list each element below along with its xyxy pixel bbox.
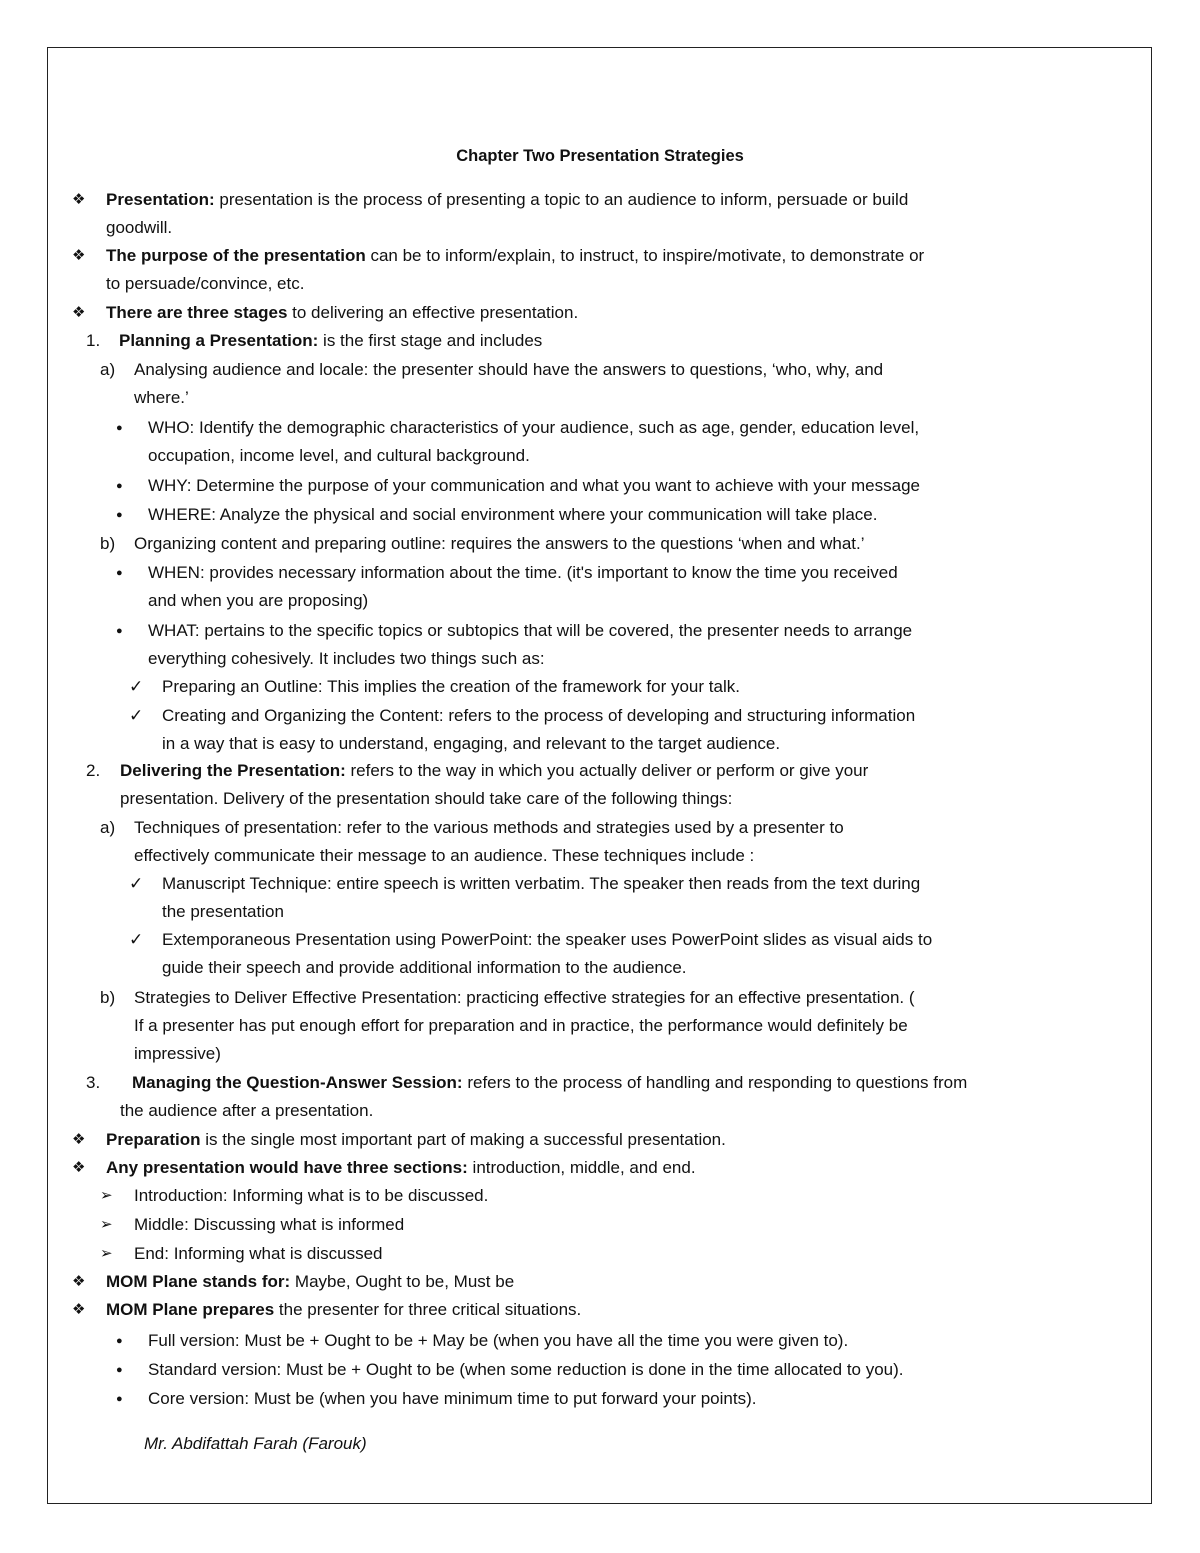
stage-2-number: 2. [86, 761, 101, 780]
diamond-bullet-icon: ❖ [72, 1301, 86, 1318]
diamond-bullet-icon: ❖ [72, 1131, 86, 1148]
round-bullet-icon: ● [116, 625, 123, 637]
item-1a-marker: a) [100, 360, 116, 379]
what-item: WHAT: pertains to the specific topics or subtopics that will be covered, the presenter needs to arrange [148, 621, 913, 640]
stage-1-heading [119, 327, 542, 355]
stage-2-text: refers to the way in which you actually deliver or perform or give your [345, 761, 869, 780]
preparation-text: is the single most important part of making a successful presentation. [200, 1130, 726, 1149]
stage-3-number: 3. [86, 1073, 101, 1092]
mom-plane-definition [106, 1268, 514, 1296]
manuscript-item: Manuscript Technique: entire speech is written verbatim. The speaker then reads from the text during [162, 874, 921, 893]
item-1a-cont: where.’ [134, 388, 189, 407]
extemporaneous-item: Extemporaneous Presentation using PowerPoint: the speaker uses PowerPoint slides as visual aids to [162, 930, 933, 949]
sections-term: Any presentation would have three sections: [106, 1158, 468, 1177]
stage-2-cont: presentation. Delivery of the presentation should take care of the following things: [120, 789, 733, 808]
author-signature: Mr. Abdifattah Farah (Farouk) [144, 1434, 367, 1453]
outline-item: Preparing an Outline: This implies the creation of the framework for your talk. [162, 677, 740, 696]
stage-1-term: Planning a Presentation: [119, 331, 319, 350]
checkmark-icon: ✓ [129, 706, 144, 725]
mom-plane-term: MOM Plane stands for: [106, 1272, 291, 1291]
arrow-bullet-icon: ➢ [100, 1187, 113, 1204]
stages-text: to delivering an effective presentation. [287, 303, 579, 322]
purpose-text: can be to inform/explain, to instruct, to inspire/motivate, to demonstrate or [365, 246, 925, 265]
who-item: WHO: Identify the demographic characteristics of your audience, such as age, gender, education level, [148, 418, 920, 437]
round-bullet-icon: ● [116, 1364, 123, 1376]
diamond-bullet-icon: ❖ [72, 1273, 86, 1290]
sections-paragraph [106, 1154, 696, 1182]
item-2a-cont: effectively communicate their message to an audience. These techniques include : [134, 846, 755, 865]
diamond-bullet-icon: ❖ [72, 304, 86, 321]
diamond-bullet-icon: ❖ [72, 247, 86, 264]
mom-prepares-term: MOM Plane prepares [106, 1300, 275, 1319]
round-bullet-icon: ● [116, 1393, 123, 1405]
item-1a-text: Analysing audience and locale: the presenter should have the answers to questions, ‘who, why, and [134, 360, 884, 379]
presentation-text: presentation is the process of presenting a topic to an audience to inform, persuade or build [214, 190, 909, 209]
sections-text: introduction, middle, and end. [467, 1158, 696, 1177]
stage-3-heading [132, 1069, 967, 1097]
stage-1-number: 1. [86, 331, 101, 350]
manuscript-item-cont: the presentation [162, 902, 284, 921]
diamond-bullet-icon: ❖ [72, 1159, 86, 1176]
preparation-term: Preparation [106, 1130, 201, 1149]
what-item-cont: everything cohesively. It includes two things such as: [148, 649, 545, 668]
end-item: End: Informing what is discussed [134, 1244, 383, 1263]
item-1b-text: Organizing content and preparing outline: requires the answers to the questions ‘when and what.’ [134, 534, 865, 553]
mom-plane-text: Maybe, Ought to be, Must be [290, 1272, 515, 1291]
item-2b-cont-1: If a presenter has put enough effort for preparation and in practice, the performance would definitely be [134, 1016, 908, 1035]
preparation-paragraph [106, 1126, 726, 1154]
when-item-cont: and when you are proposing) [148, 591, 369, 610]
round-bullet-icon: ● [116, 1335, 123, 1347]
checkmark-icon: ✓ [129, 677, 144, 696]
stages-paragraph [106, 299, 578, 327]
item-2a-marker: a) [100, 818, 116, 837]
stage-3-term: Managing the Question-Answer Session: [132, 1073, 463, 1092]
when-item: WHEN: provides necessary information about the time. (it's important to know the time you received [148, 563, 898, 582]
item-1b-marker: b) [100, 534, 116, 553]
item-2b-text: Strategies to Deliver Effective Presentation: practicing effective strategies for an effective presentation. ( [134, 988, 915, 1007]
presentation-term: Presentation: [106, 190, 215, 209]
arrow-bullet-icon: ➢ [100, 1216, 113, 1233]
purpose-term: The purpose of the presentation [106, 246, 366, 265]
purpose-paragraph-cont: to persuade/convince, etc. [106, 274, 305, 293]
item-2a-text: Techniques of presentation: refer to the various methods and strategies used by a presenter to [134, 818, 844, 837]
content-item: Creating and Organizing the Content: refers to the process of developing and structuring information [162, 706, 916, 725]
why-item: WHY: Determine the purpose of your communication and what you want to achieve with your message [148, 476, 920, 495]
checkmark-icon: ✓ [129, 874, 144, 893]
standard-version-item: Standard version: Must be + Ought to be (when some reduction is done in the time allocated to you). [148, 1360, 904, 1379]
arrow-bullet-icon: ➢ [100, 1245, 113, 1262]
diamond-bullet-icon: ❖ [72, 191, 86, 208]
presentation-definition-cont: goodwill. [106, 218, 173, 237]
mom-prepares-text: the presenter for three critical situations. [274, 1300, 582, 1319]
content-item-cont: in a way that is easy to understand, engaging, and relevant to the target audience. [162, 734, 781, 753]
purpose-paragraph [106, 242, 924, 270]
presentation-definition [106, 186, 908, 214]
full-version-item: Full version: Must be + Ought to be + May be (when you have all the time you were given to). [148, 1331, 849, 1350]
middle-item: Middle: Discussing what is informed [134, 1215, 405, 1234]
stage-1-text: is the first stage and includes [318, 331, 543, 350]
mom-plane-prepares [106, 1296, 581, 1324]
stage-3-cont: the audience after a presentation. [120, 1101, 374, 1120]
round-bullet-icon: ● [116, 509, 123, 521]
item-2b-cont-2: impressive) [134, 1044, 221, 1063]
stages-term: There are three stages [106, 303, 288, 322]
who-item-cont: occupation, income level, and cultural background. [148, 446, 530, 465]
round-bullet-icon: ● [116, 480, 123, 492]
checkmark-icon: ✓ [129, 930, 144, 949]
round-bullet-icon: ● [116, 422, 123, 434]
round-bullet-icon: ● [116, 567, 123, 579]
where-item: WHERE: Analyze the physical and social environment where your communication will take place. [148, 505, 878, 524]
stage-2-heading [120, 757, 868, 785]
stage-3-text: refers to the process of handling and responding to questions from [462, 1073, 968, 1092]
item-2b-marker: b) [100, 988, 116, 1007]
introduction-item: Introduction: Informing what is to be discussed. [134, 1186, 489, 1205]
page-title: Chapter Two Presentation Strategies [456, 147, 744, 165]
core-version-item: Core version: Must be (when you have minimum time to put forward your points). [148, 1389, 757, 1408]
stage-2-term: Delivering the Presentation: [120, 761, 346, 780]
extemporaneous-item-cont: guide their speech and provide additional information to the audience. [162, 958, 687, 977]
